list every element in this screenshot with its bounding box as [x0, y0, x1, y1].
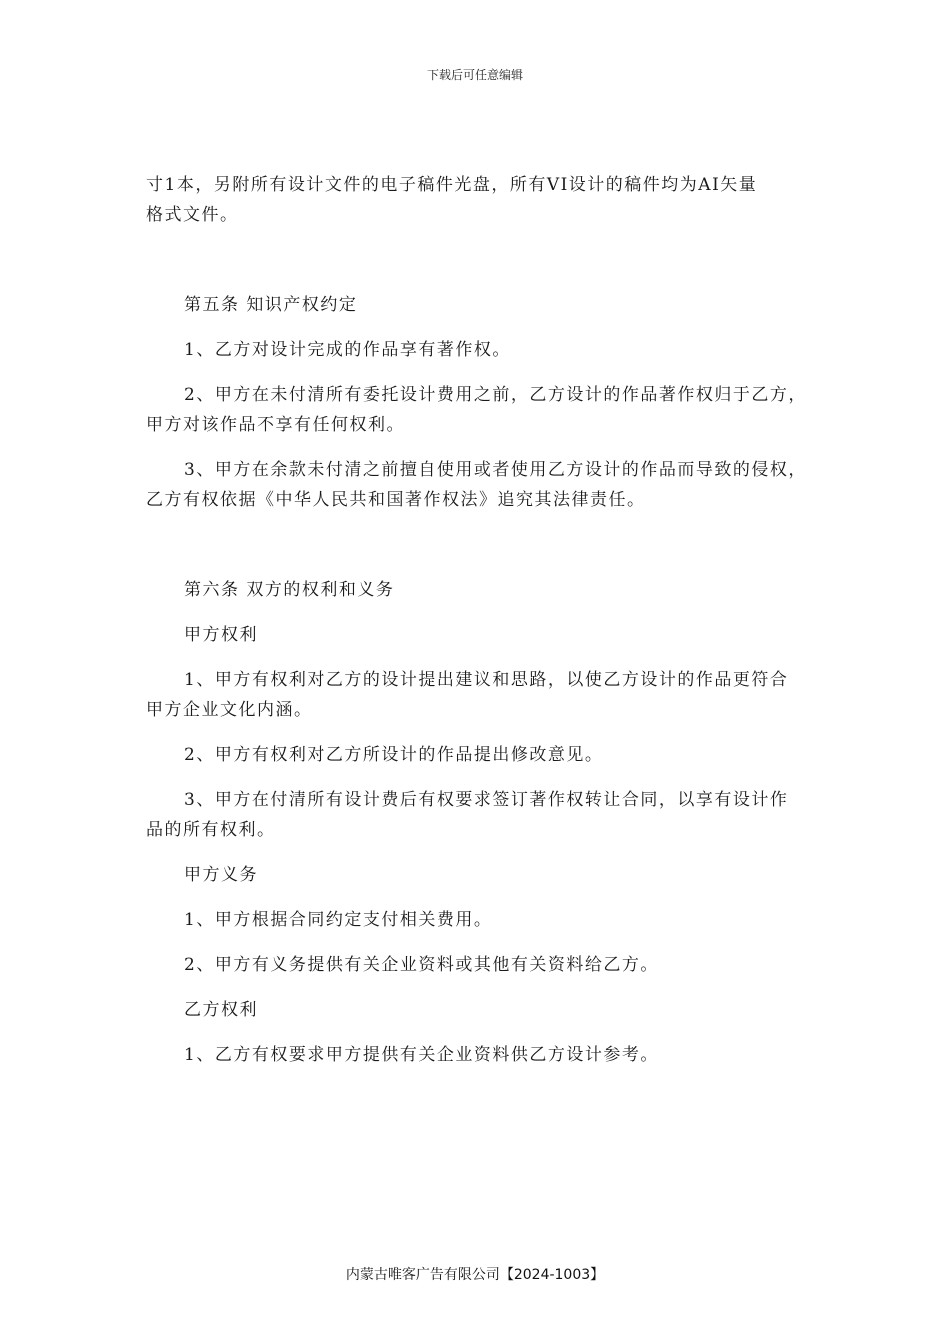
party-a-rights-item-2: 2、甲方有权利对乙方所设计的作品提出修改意见。: [184, 745, 604, 765]
party-b-rights-heading: 乙方权利: [184, 1000, 258, 1020]
article-5-item-2-line-1: 2、甲方在未付清所有委托设计费用之前，乙方设计的作品著作权归于乙方，: [184, 385, 807, 405]
party-a-rights-item-3-line-2: 品的所有权利。: [146, 820, 276, 840]
party-a-duties-item-1: 1、甲方根据合同约定支付相关费用。: [184, 910, 493, 930]
party-a-rights-item-3-line-1: 3、甲方在付清所有设计费后有权要求签订著作权转让合同，以享有设计作: [184, 790, 789, 810]
party-a-duties-heading: 甲方义务: [184, 865, 258, 885]
article-5-item-3-line-2: 乙方有权依据《中华人民共和国著作权法》追究其法律责任。: [146, 490, 646, 510]
party-a-rights-item-1-line-2: 甲方企业文化内涵。: [146, 700, 313, 720]
page-header: 下载后可任意编辑: [426, 68, 523, 82]
party-a-rights-heading: 甲方权利: [184, 625, 258, 645]
continuation-line-2: 格式文件。: [146, 205, 239, 225]
article-5-item-1: 1、乙方对设计完成的作品享有著作权。: [184, 340, 511, 360]
page-footer: 内蒙古唯客广告有限公司【2024-1003】: [345, 1267, 605, 1283]
party-a-duties-item-2: 2、甲方有义务提供有关企业资料或其他有关资料给乙方。: [184, 955, 659, 975]
party-a-rights-item-1-line-1: 1、甲方有权利对乙方的设计提出建议和思路，以使乙方设计的作品更符合: [184, 670, 789, 690]
party-b-rights-item-1: 1、乙方有权要求甲方提供有关企业资料供乙方设计参考。: [184, 1045, 659, 1065]
article-5-item-2-line-2: 甲方对该作品不享有任何权利。: [146, 415, 405, 435]
article-5-title: 第五条 知识产权约定: [184, 295, 358, 315]
continuation-line-1: 寸1本，另附所有设计文件的电子稿件光盘，所有VI设计的稿件均为AI矢量: [146, 175, 758, 195]
article-5-item-3-line-1: 3、甲方在余款未付清之前擅自使用或者使用乙方设计的作品而导致的侵权，: [184, 460, 807, 480]
article-6-title: 第六条 双方的权利和义务: [184, 580, 395, 600]
document-body: [146, 170, 814, 1070]
